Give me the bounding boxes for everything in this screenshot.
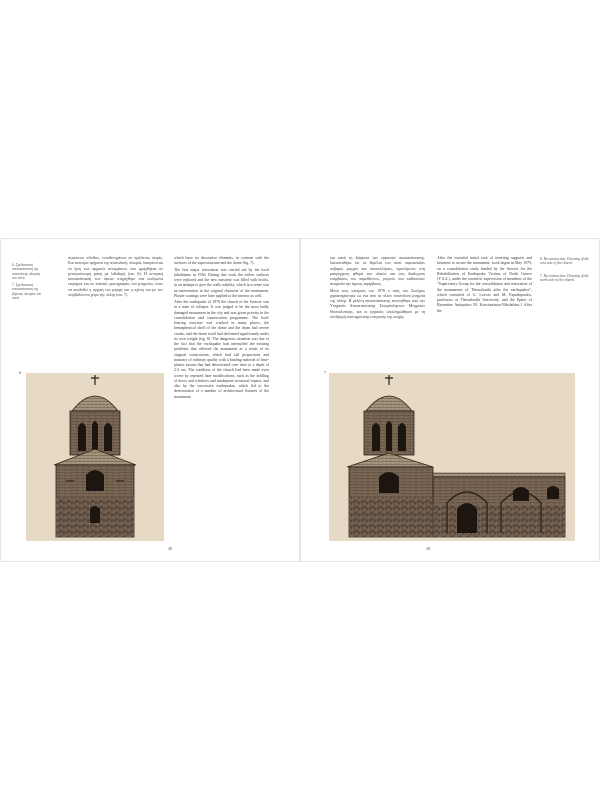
right-text-column-2 <box>437 256 532 368</box>
left-caption-1: 6. Σχεδιαστική αποκατάσταση της ανατολικής πλευράς του ναού. <box>12 263 41 281</box>
paragraph: which have no decorative elements, in contrast with the surfaces of the superstructure and the dome (fig. 7). <box>174 256 269 266</box>
church-east-elevation-svg <box>26 373 164 541</box>
figure-marker: 6 <box>19 370 21 375</box>
page-number-right: 49 <box>426 546 430 551</box>
page-number-left: 48 <box>168 546 172 551</box>
figure-marker: 7 <box>324 370 326 375</box>
paragraph: The first major restoration was carried out by the local inhabitants in 1936. During this work the earlier surfaces were replaced and the new masonry was filled with bricks, in an attempt to give the walls stability, which in a sense was an intervention in the original character of the monument. Plaster coatings were later applied to the interior as well. <box>174 267 269 298</box>
book-gutter <box>299 238 301 562</box>
church-east-elevation-drawing <box>26 373 164 541</box>
paragraph: After the essential initial task of inserting supports and fasteners to secure the monument, work began in May 1979, on a consolidation study funded by the Service for the Rehabilitation of Earthquake Victims of North Greece (Υ.Α.Σ.), under the scientific supervision of members of the "Supervisory Group for the consolidation and restoration of the monuments of Thessaloniki after the earthquakes", which consisted of G. Lavvas and M. Papadopoulos, professors at Thessaloniki University, and the Ephor of Byzantine Antiquities M. Konstantinou-Nikolaidou.1 After the <box>437 256 532 313</box>
church-north-elevation-svg <box>329 373 575 541</box>
cross-icon <box>91 375 99 385</box>
paragraph: και κατά τη διάρκεια των εργασιών αποκατάστασης, διαπιστώθηκε ότι τα θεμέλια του ναού παρουσίαζαν σοβαρές ρωγμές και αποκολλήσεις, οφειλόμενες στη μακρόχρονη φθορά των υλικών και στις διαδοχικές επεμβάσεις του παρελθόντος, γεγονός που καθιστούσε αναγκαία την άμεση παρέμβαση. <box>330 256 425 287</box>
cross-icon <box>385 375 393 385</box>
paragraph: Μετά τους σεισμούς του 1978 ο ναός του Σωτήρος χαρακτηρίστηκε ως ένα από τα πλέον επικίνδυνα μνημεία της πόλης. Η μελέτη αποκατάστασης εκπονήθηκε από την Υπηρεσία Αποκατάστασης Σεισμόπληκτων Μνημείων Θεσσαλονίκης, και οι εργασίες ολοκληρώθηκαν με τη συνδρομή επιστημονικής επιτροπής της εποχής. <box>330 288 425 319</box>
right-caption-2: 7. Reconstruction. Drawing of the north side of the church. <box>540 274 589 283</box>
right-text-column-1 <box>330 256 425 366</box>
paragraph: After the earthquake of 1978 the church of the Saviour was in a state of collapse. It was judged to be the most badly damaged monument in the city and was given priority in the consolidation and conservation programme. The load-bearing structure was cracked in many places, the hemispherical shell of the dome and the drum had severe cracks, and the dome itself had deformed significantly under its own weight (fig. 8). The dangerous situation was due to the fact that the earthquake had intensified the existing problems that affected the monument as a result of its original construction, which had tall proportions and masonry of ordinary quality with a binding material of lime-plaster mortar that had deteriorated over time to a depth of 2-3 cm. The condition of the church had been made even worse by repeated later modifications, such as the infilling of doors and windows and inadequate structural repairs, and also by the successive earthquakes, which led to the deterioration of a number of architectural features of the monument. <box>174 300 269 399</box>
left-text-column-2 <box>174 256 269 544</box>
right-caption-1: 8. Reconstruction. Drawing of the east side of the church. <box>540 257 589 266</box>
paragraph: στρώσεων πλίνθων, τοποθετημένων σε οριζόντιες σειρές. Στα ανώτερα τμήματα της ανατολικής πλευράς διακρίνονται τα ίχνη των αρχικών ανοιγμάτων, που φράχθηκαν σε μεταγενέστερη φάση με λιθοδομή (εικ. 6). Η ιστορική αποκατάσταση των όψεων στηρίχθηκε στα σωζόμενα τεκμήρια και σε παλαιές φωτογραφίες του μνημείου, ώστε να αποδοθεί η αρχική του μορφή και η σχέση του με τον περιβάλλοντα χώρο της πόλης (εικ. 7). <box>68 256 163 297</box>
church-north-elevation-drawing <box>329 373 575 541</box>
left-caption-2: 7. Σχεδιαστική αποκατάσταση της βόρειας πλευράς του ναού. <box>12 283 42 301</box>
left-text-column-1 <box>68 256 163 366</box>
